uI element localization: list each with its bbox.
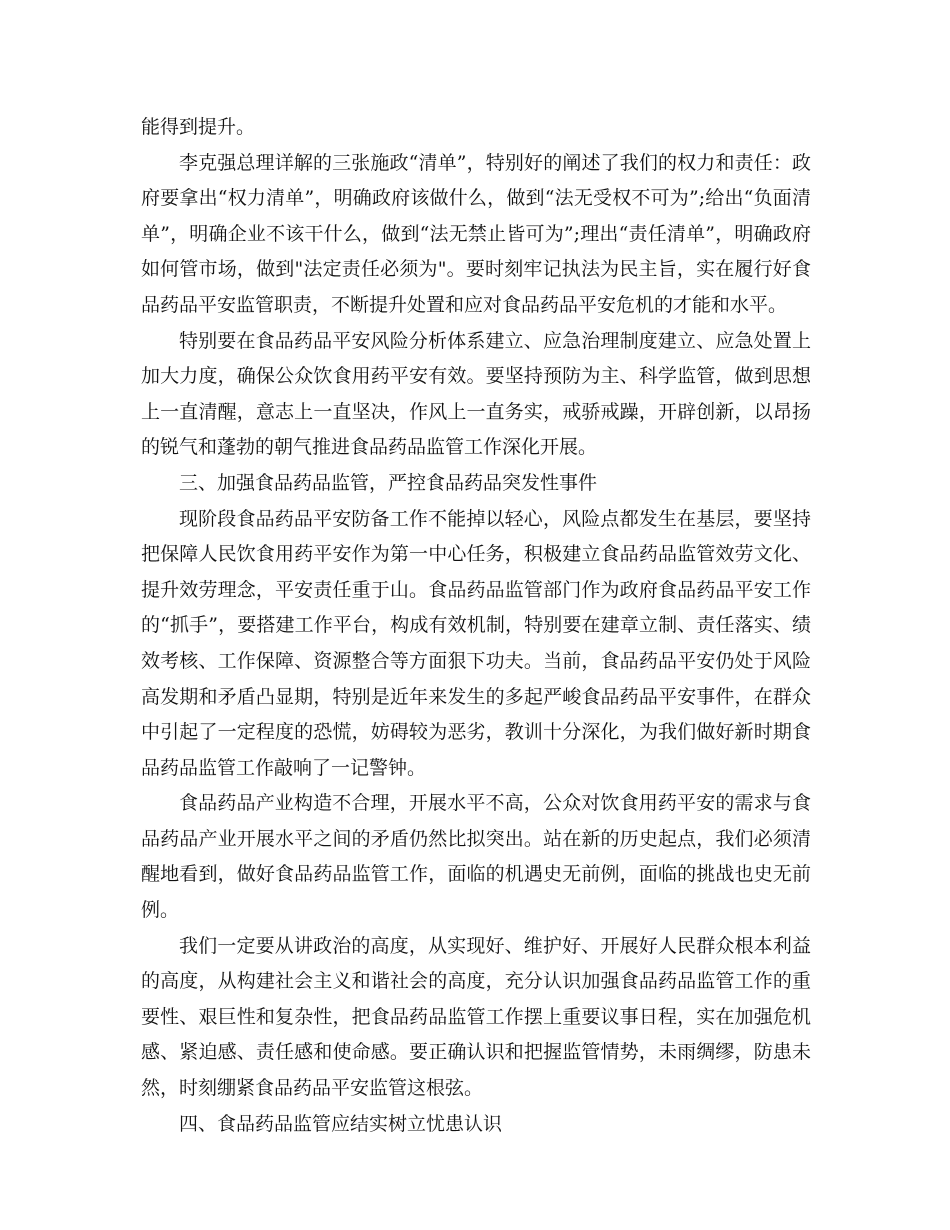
paragraph-continuation: 能得到提升。 bbox=[141, 116, 256, 138]
paragraph-industry-structure: 食品药品产业构造不合理，开展水平不高，公众对饮食用药平安的需求与食品药品产业开展水平之间的矛盾仍然比拟突出。站在新的历史起点，我们必须清醒地看到，做好食品药品监管工作，面临的机遇史无前例，面临的挑战也史无前例。 bbox=[141, 792, 811, 922]
paragraph-three-lists: 李克强总理详解的三张施政“清单”，特别好的阐述了我们的权力和责任：政府要拿出“权力清单”，明确政府该做什么，做到“法无受权不可为”;给出“负面清单”，明确企业不该干什么，做到“法无禁止皆可为”;理出“责任清单”，明确政府如何管市场，做到"法定责任必须为"。要时刻牢记执法为民主旨，实在履行好食品药品平安监管职责，不断提升处置和应对食品药品平安危机的才能和水平。 bbox=[141, 151, 811, 316]
document-body bbox=[141, 110, 811, 1142]
paragraph-prevention: 现阶段食品药品平安防备工作不能掉以轻心，风险点都发生在基层，要坚持把保障人民饮食用药平安作为第一中心任务，积极建立食品药品监管效劳文化、提升效劳理念，平安责任重于山。食品药品监管部门作为政府食品药品平安工作的“抓手”，要搭建工作平台，构成有效机制，特别要在建章立制、责任落实、绩效考核、工作保障、资源整合等方面狠下功夫。当前，食品药品平安仍处于风险高发期和矛盾凸显期，特别是近年来发生的多起严峻食品药品平安事件，在群众中引起了一定程度的恐慌，妨碍较为恶劣，教训十分深化，为我们做好新时期食品药品监管工作敲响了一记警钟。 bbox=[141, 507, 811, 779]
paragraph-risk-analysis: 特别要在食品药品平安风险分析体系建立、应急治理制度建立、应急处置上加大力度，确保公众饮食用药平安有效。要坚持预防为主、科学监管，做到思想上一直清醒，意志上一直坚决，作风上一直务实，戒骄戒躁，开辟创新，以昂扬的锐气和蓬勃的朝气推进食品药品监管工作深化开展。 bbox=[141, 329, 811, 459]
section-heading-3: 三、加强食品药品监管，严控食品药品突发性事件 bbox=[179, 471, 598, 494]
paragraph-political-height: 我们一定要从讲政治的高度，从实现好、维护好、开展好人民群众根本利益的高度，从构建社会主义和谐社会的高度，充分认识加强食品药品监管工作的重要性、艰巨性和复杂性，把食品药品监管工作摆上重要议事日程，实在加强危机感、紧迫感、责任感和使命感。要正确认识和把握监管情势，未雨绸缪，防患未然，时刻绷紧食品药品平安监管这根弦。 bbox=[141, 934, 811, 1100]
section-heading-4: 四、食品药品监管应结实树立忧患认识 bbox=[179, 1112, 503, 1135]
